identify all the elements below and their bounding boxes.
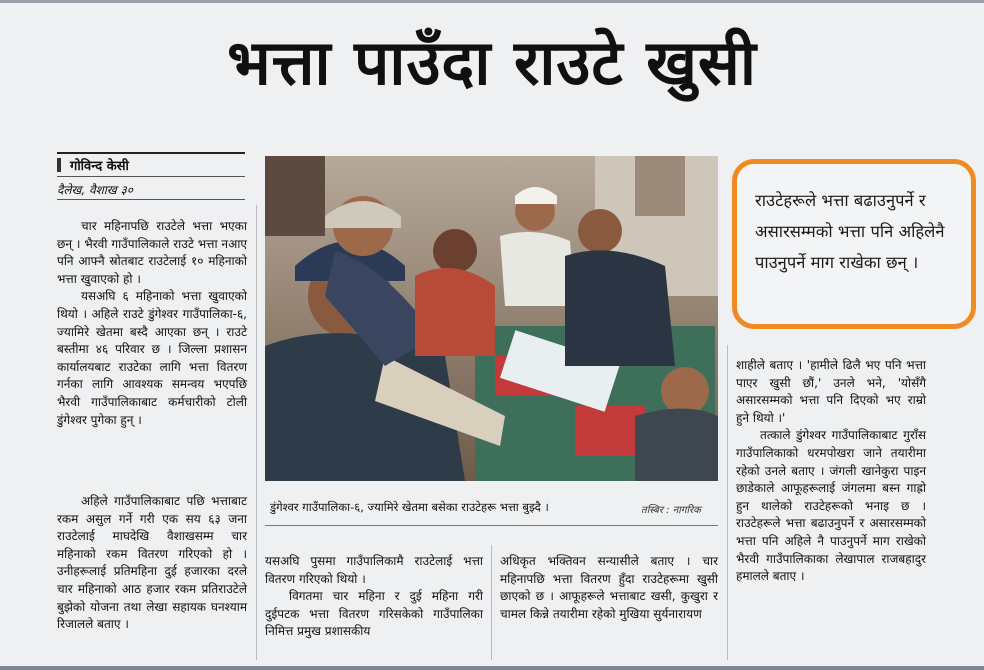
news-photo xyxy=(265,156,718,481)
photo-credit: तस्बिर : नागरिक xyxy=(641,505,701,516)
caption-rule xyxy=(265,525,718,526)
photo-caption: डुंगेश्वर गाउँपालिका-६, ज्यामिरे खेतमा बसेका राउटेहरू भत्ता बुझ्दै । xyxy=(270,500,549,514)
article-column-3 xyxy=(500,553,718,623)
headline: भत्ता पाउँदा राउटे खुसी xyxy=(227,26,757,99)
paragraph: यसअघि ६ महिनाको भत्ता खुवाएको थियो । अहिले राउटे डुंगेश्वर गाउँपालिका-६, ज्यामिरे खेतमा बस्दै आएका छन् । राउटे बस्तीमा ४६ परिवार छ । जिल्ला प्रशासन कार्यालयबाट राउटेका लागि भत्ता वितरण गर्नका लागि आवश्यक समन्वय भएपछि भैरवी गाउँपालिकाबाट कर्मचारीको टोली डुंगेश्वर पुगेका हुन् । xyxy=(57,289,247,427)
paragraph: अहिले गाउँपालिकाबाट पछि भत्ताबाट रकम असुल गर्ने गरी एक सय ६३ जना राउटेलाई माघदेखि वैशाखसम्म चार महिनाको रकम वितरण गरिएको हो । उनीहरूलाई प्रतिमहिना दुई हजारका दरले चार महिनाको आठ हजार रकम प्रतिराउटेले बुझेको योजना तथा लेखा सहायक घनश्याम रिजालले बताए । xyxy=(57,494,247,632)
page-top-edge xyxy=(0,0,984,3)
column-divider xyxy=(256,205,257,660)
paragraph: चार महिनापछि राउटेले भत्ता भएका छन् । भैरवी गाउँपालिकाले राउटे भत्ता नआए पनि आफ्नै स्रोतबाट राउटेलाई १० महिनाको भत्ता खुवाएको हो । xyxy=(57,219,247,286)
paragraph: विगतमा चार महिना र दुई महिना गरी दुईपटक भत्ता वितरण गरिसकेको गाउँपालिका निमित्त प्रमुख प्रशासकीय xyxy=(265,589,483,639)
pullquote-text: राउटेहरूले भत्ता बढाउनुपर्ने र असारसम्मको भत्ता पनि अहिलेनै पाउनुपर्ने माग राखेका छन् । xyxy=(755,191,945,272)
column-divider xyxy=(727,345,728,660)
paragraph: यसअघि पुसमा गाउँपालिकामै राउटेलाई भत्ता वितरण गरिएको थियो । xyxy=(265,554,483,586)
page-bottom-edge xyxy=(0,666,984,670)
article-column-4 xyxy=(736,357,926,586)
paragraph: अधिकृत भक्तिवन सन्यासीले बताए । चार महिनापछि भत्ता वितरण हुँदा राउटेहरूमा खुसी छाएको छ । आफूहरूले भत्ताबाट खसी, कुखुरा र चामल किन्ने तयारीमा रहेको मुखिया सुर्यनारायण xyxy=(500,554,718,621)
byline-author: गोविन्द केसी xyxy=(70,159,129,174)
paragraph: शाहीले बताए । 'हामीले ढिलै भए पनि भत्ता पाएर खुसी छौं,' उनले भने, 'योसँगै असारसम्मको भत्ता पनि दिएको भए राम्रो हुने थियो ।' xyxy=(736,358,926,425)
byline-marker xyxy=(57,158,61,172)
byline-rule xyxy=(57,152,245,154)
article-column-1 xyxy=(57,218,247,429)
paragraph: तत्काले डुंगेश्वर गाउँपालिकाबाट गुराँस गाउँपालिकाको धरमपोखरा जाने तयारीमा रहेको उनले बताए । जंगली खानेकुरा पाइन छाडेकाले आफूहरूलाई जंगलमा बस्न गाह्रो हुन थालेको राउटेहरूको भनाइ छ । राउटेहरूले भत्ता बढाउनुपर्ने र असारसम्मको भत्ता पनि अहिले नै पाउनुपर्ने माग राखेको भैरवी गाउँपालिकाका लेखापाल राजबहादुर हमालले बताए । xyxy=(736,428,926,584)
dateline-rule xyxy=(57,199,245,200)
article-column-2 xyxy=(265,553,483,641)
column-divider xyxy=(491,545,492,660)
photo-illustration xyxy=(265,156,718,481)
article-column-1-continued xyxy=(57,493,247,634)
dateline: दैलेख, वैशाख ३० xyxy=(57,183,134,197)
byline-divider xyxy=(57,176,245,177)
